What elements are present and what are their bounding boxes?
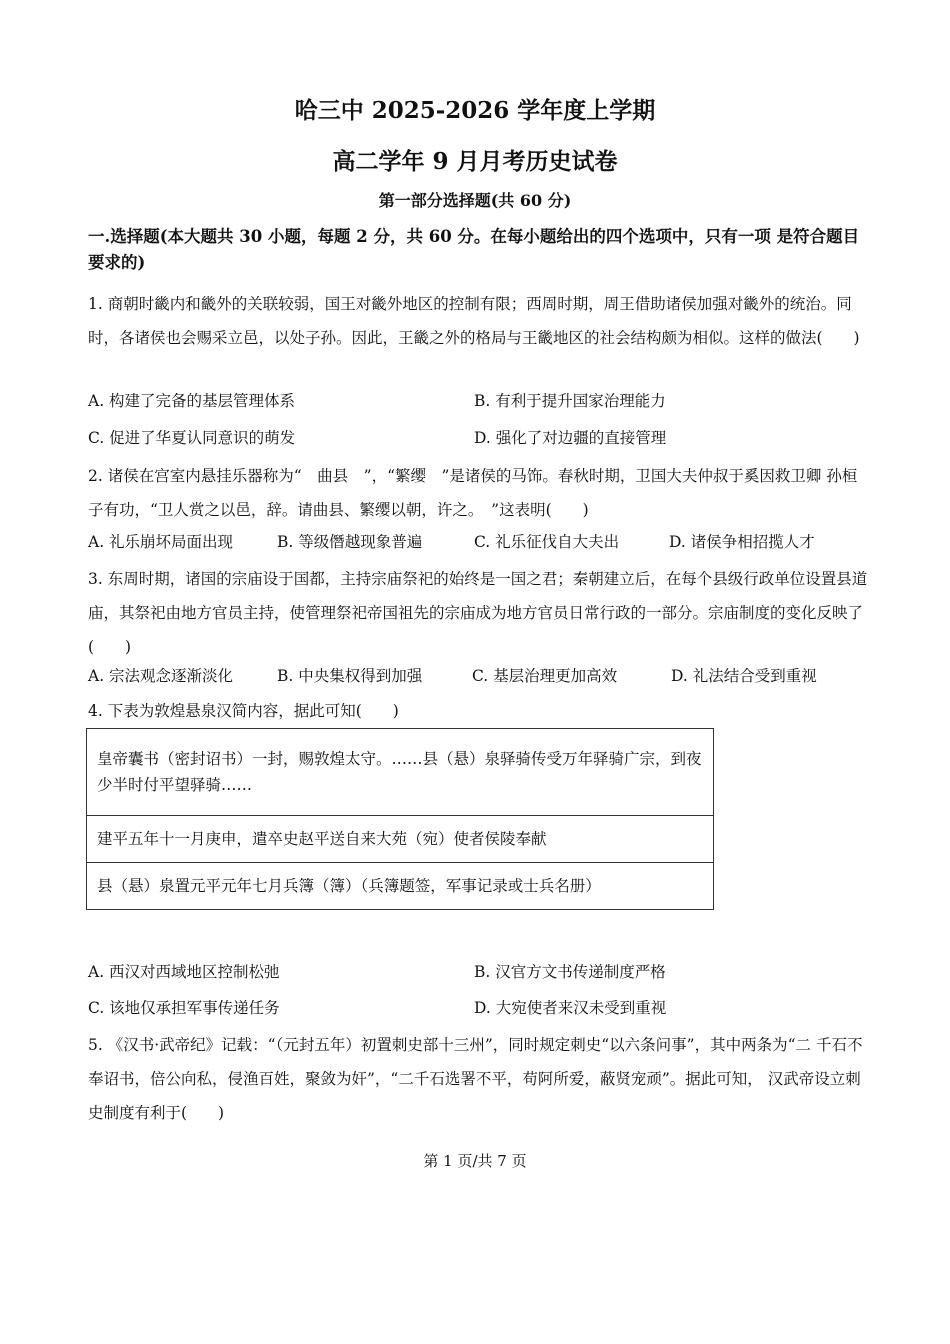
question-2-stem: 2. 诸侯在宫室内悬挂乐器称为“ 曲县 ”，“繁缨 ”是诸侯的马饰。春秋时期，卫国大夫仲叔于奚因救卫卿 孙桓子有功，“卫人赏之以邑，辞。请曲县、繁缨以朝，许之。 ”这表明( ) [88,467,858,519]
page-footer: 第 1 页/共 7 页 [423,1152,527,1170]
question-5-stem: 5. 《汉书·武帝纪》记载：“（元封五年）初置刺史部十三州”，同时规定刺史“以六条问事”，其中两条为“二 千石不奉诏书，倍公向私，侵渔百姓，聚敛为奸”，“二千石选署不平，苟阿所爱，蔽贤宠顽”。据此可知， 汉武帝设立刺史制度有利于( ) [88,1036,863,1122]
q2-option-c: C. 礼乐征伐自大夫出 [474,533,620,551]
question-3-stem: 3. 东周时期，诸国的宗庙设于国都，主持宗庙祭祀的始终是一国之君；秦朝建立后，在每个县级行政单位设置县道庙，其祭祀由地方官员主持，使管理祭祀帝国祖先的宗庙成为地方官员日常行政的一部分。宗庙制度的变化反映了( ) [88,570,868,656]
exam-title-line2: 高二学年 9 月月考历史试卷 [332,148,618,175]
table-row [87,729,714,816]
table-row [87,863,714,910]
q4-option-a: A. 西汉对西域地区控制松弛 [88,963,280,981]
q4-option-c: C. 该地仅承担军事传递任务 [88,999,280,1017]
q3-option-c: C. 基层治理更加高效 [472,667,618,685]
table-row [87,816,714,863]
q4-option-b: B. 汉官方文书传递制度严格 [474,963,666,981]
table-cell: 县（悬）泉置元平元年七月兵簿（簿）（兵簿题签，军事记录或士兵名册） [87,863,714,910]
q1-option-b: B. 有利于提升国家治理能力 [474,392,666,410]
question-4-stem: 4. 下表为敦煌悬泉汉简内容，据此可知( ) [88,702,399,720]
q3-option-d: D. 礼法结合受到重视 [671,667,817,685]
q2-option-d: D. 诸侯争相招揽人才 [669,533,815,551]
section-heading: 第一部分选择题(共 60 分) [378,191,572,210]
q3-option-a: A. 宗法观念逐渐淡化 [88,667,234,685]
question-1-stem: 1. 商朝时畿内和畿外的关联较弱，国王对畿外地区的控制有限；西周时期，周王借助诸侯加强对畿外的统治。同时，各诸侯也会赐采立邑，以处子孙。因此，王畿之外的格局与王畿地区的社会结构颇为相似。这样的做法( ) [88,295,860,347]
table-cell: 建平五年十一月庚申，遣卒史赵平送自来大苑（宛）使者侯陵奉献 [87,816,714,863]
q1-option-a: A. 构建了完备的基层管理体系 [88,392,296,410]
table-cell: 皇帝囊书（密封诏书）一封，赐敦煌太守。……县（悬）泉驿骑传受万年驿骑广宗，到夜少半时付平望驿骑…… [87,729,714,816]
q4-option-d: D. 大宛使者来汉未受到重视 [474,999,667,1017]
section-instruction: 一.选择题(本大题共 30 小题，每题 2 分，共 60 分。在每小题给出的四个选项中，只有一项 是符合题目要求的) [88,227,860,272]
q1-option-c: C. 促进了华夏认同意识的萌发 [88,429,296,447]
q2-option-b: B. 等级僭越现象普遍 [277,533,423,551]
exam-title-line1: 哈三中 2025-2026 学年度上学期 [294,97,656,124]
hanjian-table [86,728,714,910]
q2-option-a: A. 礼乐崩坏局面出现 [88,533,234,551]
q1-option-d: D. 强化了对边疆的直接管理 [474,429,667,447]
q3-option-b: B. 中央集权得到加强 [277,667,423,685]
